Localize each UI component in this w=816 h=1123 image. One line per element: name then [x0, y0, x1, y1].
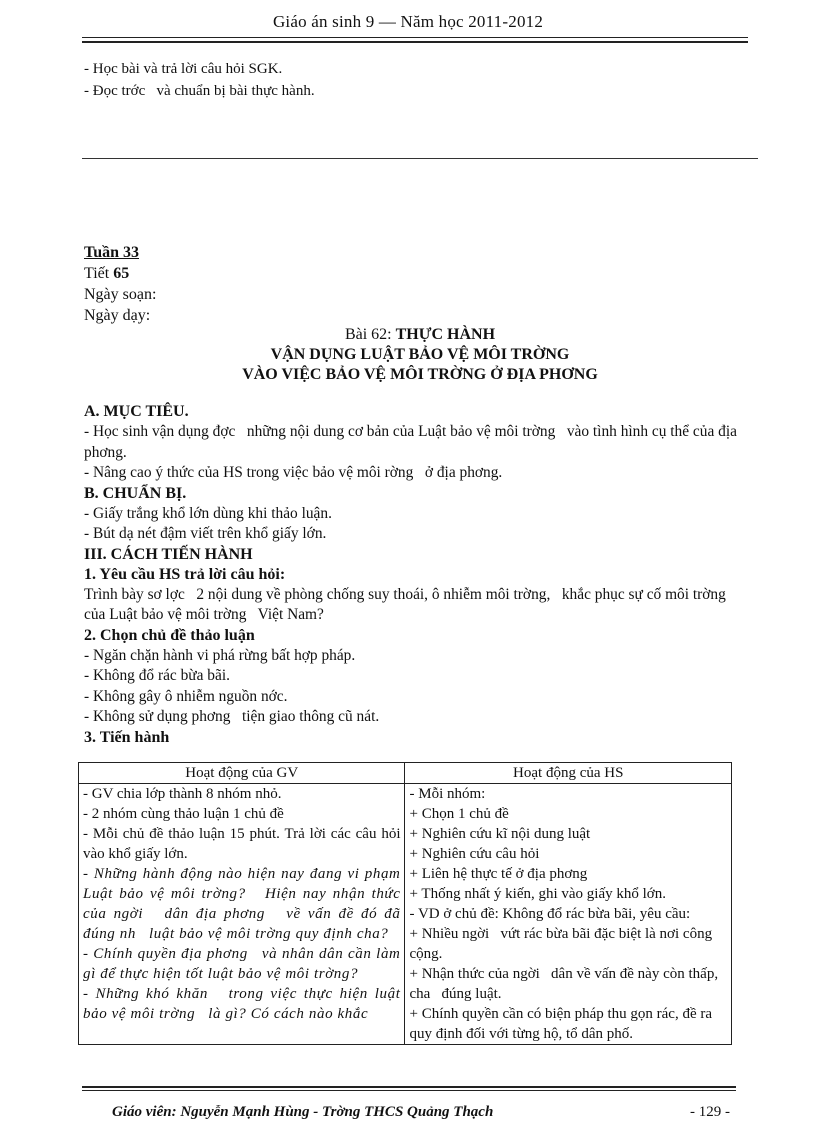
footer-teacher: Giáo viên: Nguyễn Mạnh Hùng - Trờng THCS Quảng Thạch [112, 1104, 494, 1120]
preparation-item: - Giấy trắng khổ lớn dùng khi thảo luận. [84, 504, 332, 522]
discussion-question: - Chính quyền địa phơng và nhân dân cần làm gì để thực hiện tốt luật bảo vệ môi trờng? [83, 946, 405, 982]
discussion-question: - Những khó khăn trong việc thực hiện luật bảo vệ môi trờng là gì? Có cách nào khắc [83, 986, 405, 1022]
column-header-hs: Hoạt động của HS [405, 763, 732, 784]
prep-date: Ngày soạn: [84, 286, 157, 303]
header-rule [82, 37, 748, 38]
section-c-heading: III. CÁCH TIẾN HÀNH [84, 545, 253, 563]
section-a-heading: A. MỤC TIÊU. [84, 403, 189, 420]
activity-table-grid [78, 762, 732, 1045]
homework-line: - Học bài và trả lời câu hỏi SGK. [84, 61, 283, 77]
lesson-title-main: THỰC HÀNH [395, 326, 496, 343]
objective-item: - Nâng cao ý thức của HS trong việc bảo vệ môi rờng ở địa phơng. [84, 464, 503, 481]
topic-item: - Ngăn chặn hành vi phá rừng bất hợp pháp. [84, 646, 356, 664]
activity-table [78, 762, 732, 1045]
student-activity: + Nghiên cứu kĩ nội dung luật [409, 826, 591, 842]
teacher-activity: - 2 nhóm cùng thảo luận 1 chủ đề [83, 806, 284, 822]
homework-lines [84, 58, 315, 102]
period-line [84, 263, 156, 284]
header-rule-thick [82, 41, 748, 43]
lesson-meta [84, 242, 156, 326]
footer-rule-thick [82, 1086, 736, 1088]
topic-item: - Không sử dụng phơng tiện giao thông cũ nát. [84, 708, 380, 725]
student-activities [405, 784, 732, 1045]
student-activity: + Nghiên cứu câu hỏi [409, 846, 540, 862]
homework-line: - Đọc trớc và chuẩn bị bài thực hành. [84, 83, 315, 99]
section-separator [82, 158, 758, 159]
lesson-content [84, 402, 758, 748]
period-label: Tiết [84, 265, 114, 282]
student-activity: + Nhiều ngời vứt rác bừa bãi đặc biệt là nơi công cộng. [409, 926, 716, 962]
page-footer [112, 1104, 730, 1121]
student-activity: - VD ở chủ đề: Không đổ rác bừa bãi, yêu cầu: [409, 906, 691, 922]
student-activity: + Chọn 1 chủ đề [409, 806, 509, 822]
teach-date: Ngày dạy: [84, 307, 151, 324]
teacher-activities [79, 784, 405, 1045]
page-number: - 129 - [690, 1104, 730, 1120]
discussion-question: - Những hành động nào hiện nay đang vi phạm Luật bảo vệ môi trờng? Hiện nay nhận thức của ngời dân địa phơng về vấn đề đó đã đúng nh luật bảo vệ môi trờng quy định cha? [83, 866, 405, 942]
period-number: 65 [113, 265, 130, 282]
step-3-heading: 3. Tiến hành [84, 728, 170, 746]
teacher-activity: - GV chia lớp thành 8 nhóm nhỏ. [83, 786, 282, 802]
table-header-row [79, 763, 732, 784]
student-activity: + Nhận thức của ngời dân về vấn đề này còn thấp, cha đúng luật. [409, 966, 722, 1002]
lesson-title [82, 325, 758, 385]
week-label: Tuần 33 [84, 244, 139, 261]
topic-item: - Không đổ rác bừa bãi. [84, 667, 230, 684]
student-activity: - Mỗi nhóm: [409, 786, 486, 802]
lesson-title-line-1 [82, 325, 758, 345]
footer-rule [82, 1090, 736, 1091]
step-1-heading: 1. Yêu cầu HS trả lời câu hỏi: [84, 565, 286, 583]
lesson-title-line-2: VẬN DỤNG LUẬT BẢO VỆ MÔI TRỜNG [270, 346, 570, 363]
objective-item: - Học sinh vận dụng đợc những nội dung cơ bản của Luật bảo vệ môi trờng vào tình hình cụ thể của địa phơng. [84, 423, 741, 461]
topic-item: - Không gây ô nhiễm nguồn nớc. [84, 687, 288, 705]
column-header-gv: Hoạt động của GV [79, 763, 405, 784]
teacher-activity: - Mỗi chủ đề thảo luận 15 phút. Trả lời các câu hỏi vào khổ giấy lớn. [83, 826, 405, 862]
student-activity: + Chính quyền cần có biện pháp thu gọn rác, đề ra quy định đối với từng hộ, tổ dân phố. [409, 1006, 716, 1042]
table-row [79, 784, 732, 1045]
preparation-item: - Bút dạ nét đậm viết trên khổ giấy lớn. [84, 525, 327, 542]
step-1-text: Trình bày sơ lợc 2 nội dung về phòng chống suy thoái, ô nhiễm môi trờng, khắc phục sự cố môi trờng của Luật bảo vệ môi trờng Việt Nam? [84, 585, 738, 623]
lesson-title-line-3: VÀO VIỆC BẢO VỆ MÔI TRỜNG Ở ĐỊA PHƠNG [242, 366, 598, 383]
page-header-title: Giáo án sinh 9 — Năm học 2011-2012 [272, 12, 544, 31]
student-activity: + Liên hệ thực tế ở địa phơng [409, 866, 588, 882]
section-b-heading: B. CHUẨN BỊ. [84, 484, 187, 502]
step-2-heading: 2. Chọn chủ đề thảo luận [84, 626, 255, 644]
lesson-number: Bài 62: [344, 326, 396, 343]
student-activity: + Thống nhất ý kiến, ghi vào giấy khổ lớn. [409, 886, 666, 902]
